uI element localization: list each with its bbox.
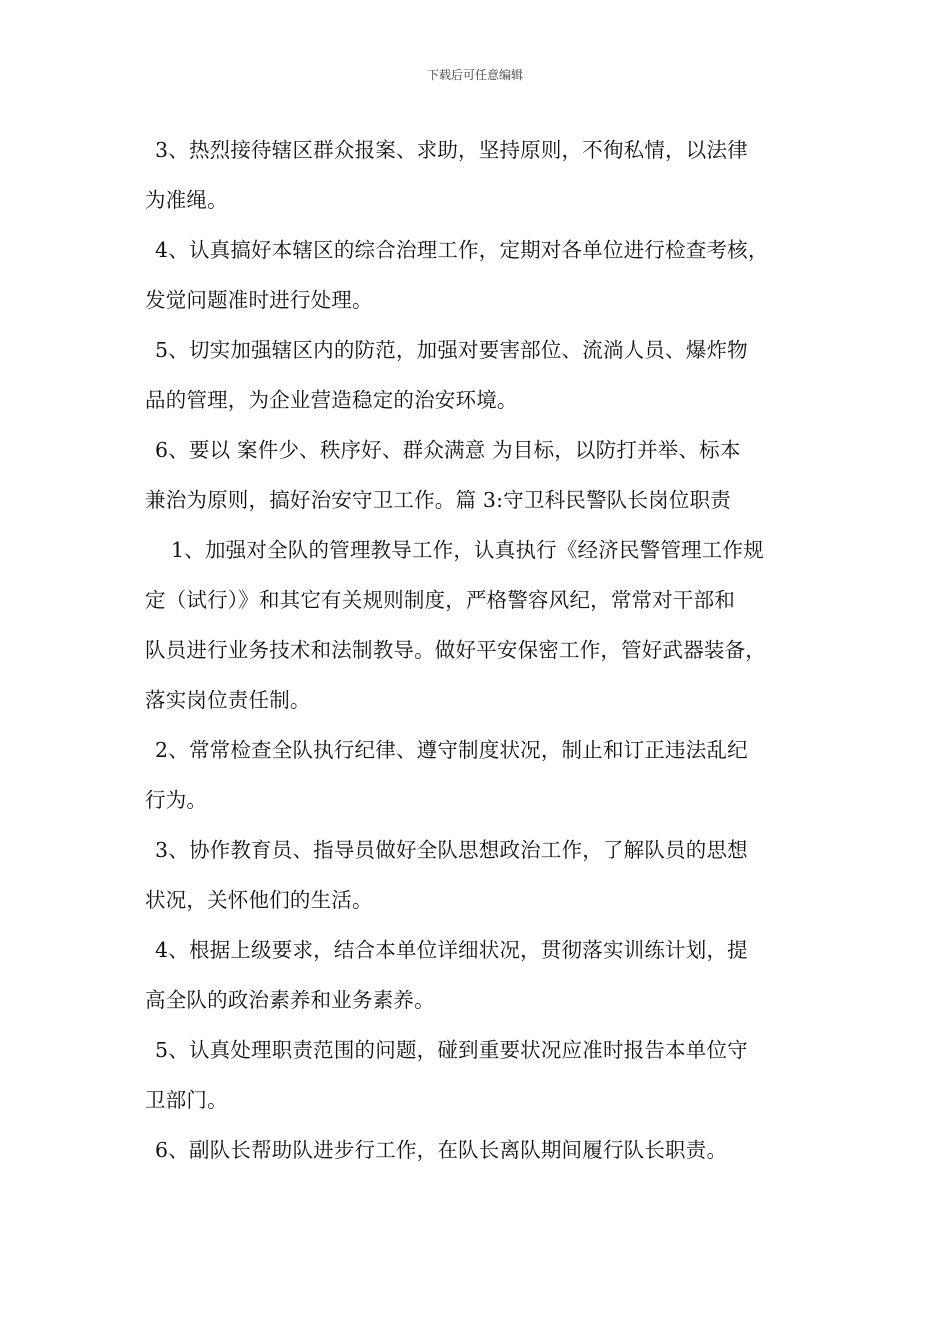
text-line: 队员进行业务技术和法制教导。做好平安保密工作，管好武器装备， xyxy=(145,638,766,662)
text-line: 品的管理，为企业营造稳定的治安环境。 xyxy=(145,388,518,412)
document-body xyxy=(145,128,825,1178)
text-line: 6、副队长帮助队进步行工作，在队长离队期间履行队长职责。 xyxy=(155,1138,728,1162)
text-line: 3、协作教育员、指导员做好全队思想政治工作，了解队员的思想 xyxy=(155,838,748,862)
text-line: 状况，关怀他们的生活。 xyxy=(145,888,373,912)
text-line: 落实岗位责任制。 xyxy=(145,688,311,712)
text-line: 定（试行）》和其它有关规则制度，严格警容风纪，常常对干部和 xyxy=(145,588,736,612)
text-line: 卫部门。 xyxy=(145,1088,228,1112)
text-line: 5、切实加强辖区内的防范，加强对要害部位、流淌人员、爆炸物 xyxy=(155,338,748,362)
text-line: 高全队的政治素养和业务素养。 xyxy=(145,988,435,1012)
text-line: 2、常常检查全队执行纪律、遵守制度状况，制止和订正违法乱纪 xyxy=(155,738,748,762)
text-line: 行为。 xyxy=(145,788,208,812)
text-line: 发觉问题准时进行处理。 xyxy=(145,288,373,312)
text-line: 兼治为原则，搞好治安守卫工作。篇 3:守卫科民警队长岗位职责 xyxy=(145,488,731,512)
text-line: 为准绳。 xyxy=(145,188,228,212)
page-header: 下载后可任意编辑 xyxy=(426,68,523,82)
text-line: 4、根据上级要求，结合本单位详细状况，贯彻落实训练计划，提 xyxy=(155,938,748,962)
text-line: 1、加强对全队的管理教导工作，认真执行《经济民警管理工作规 xyxy=(171,538,764,562)
text-line: 3、热烈接待辖区群众报案、求助，坚持原则，不徇私情，以法律 xyxy=(155,138,748,162)
text-line: 6、要以 案件少、秩序好、群众满意 为目标，以防打并举、标本 xyxy=(155,438,741,462)
text-line: 5、认真处理职责范围的问题，碰到重要状况应准时报告本单位守 xyxy=(155,1038,748,1062)
text-line: 4、认真搞好本辖区的综合治理工作，定期对各单位进行检查考核， xyxy=(155,238,769,262)
